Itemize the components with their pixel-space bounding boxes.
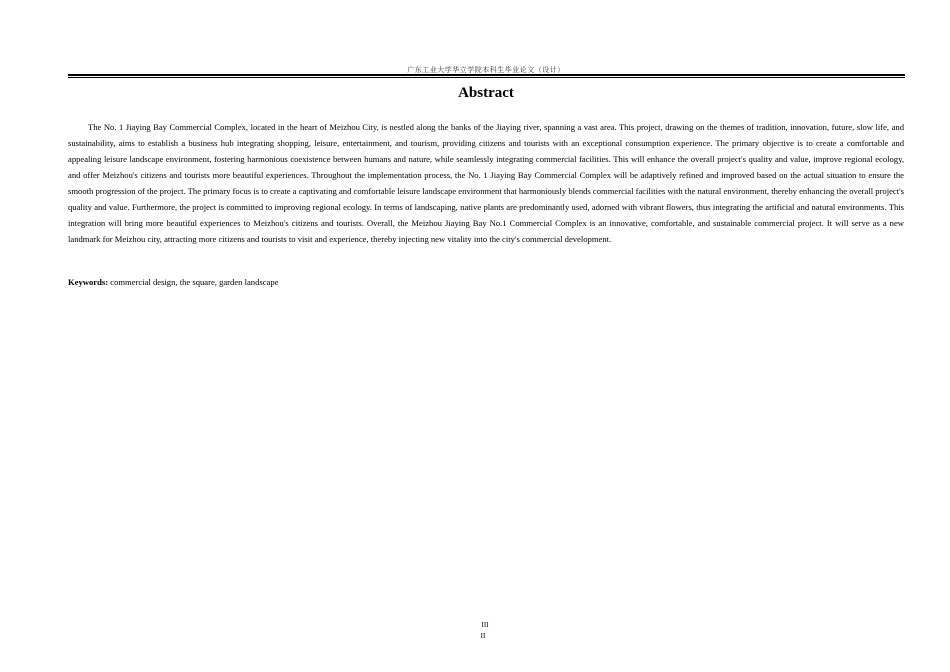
abstract-paragraph: The No. 1 Jiaying Bay Commercial Complex, located in the heart of Meizhou City, is nestled along the banks of the Jiaying river, spanning a vast area. This project, drawing on the themes of tradition, innovation, future, slow life, and sustainability, aims to establish a business hub integrating shopping, leisure, entertainment, and tourism, providing citizens and tourists with an exceptional consumption experience. The primary objective is to create a comfortable and appealing leisure landscape environment, fostering harmonious coexistence between humans and nature, while seamlessly integrating commercial facilities. This will enhance the overall project's quality and value, improve regional ecology, and offer Meizhou's citizens and tourists more beautiful experiences. Throughout the implementation process, the No. 1 Jiaying Bay Commercial Complex will be adaptively refined and improved based on the actual situation to ensure the smooth progression of the project. The primary focus is to create a captivating and comfortable leisure landscape environment that harmoniously blends commercial facilities with the natural environment, thereby enhancing the overall project's quality and value. Furthermore, the project is committed to improving regional ecology. In terms of landscaping, native plants are predominantly used, adorned with vibrant flowers, thus integrating the artificial and natural environments. This integration will bring more beautiful experiences to Meizhou's citizens and tourists. Overall, the Meizhou Jiaying Bay No.1 Commercial Complex is an innovative, comfortable, and sustainable commercial project. It will serve as a new landmark for Meizhou city, attracting more citizens and tourists to visit and experience, thereby injecting new vitality into the city's commercial development. <box>68 122 904 244</box>
page-number-secondary: II <box>480 632 486 640</box>
header-rule-thin <box>68 77 905 78</box>
running-header: 广东工业大学华立学院本科生毕业论文（设计） <box>407 66 565 74</box>
page-number: III <box>481 621 489 629</box>
keywords-value: commercial design, the square, garden landscape <box>108 277 279 287</box>
header-rule-thick <box>68 74 905 76</box>
keywords-line <box>68 276 904 288</box>
keywords-label: Keywords: <box>68 277 109 287</box>
abstract-title: Abstract <box>458 85 514 101</box>
